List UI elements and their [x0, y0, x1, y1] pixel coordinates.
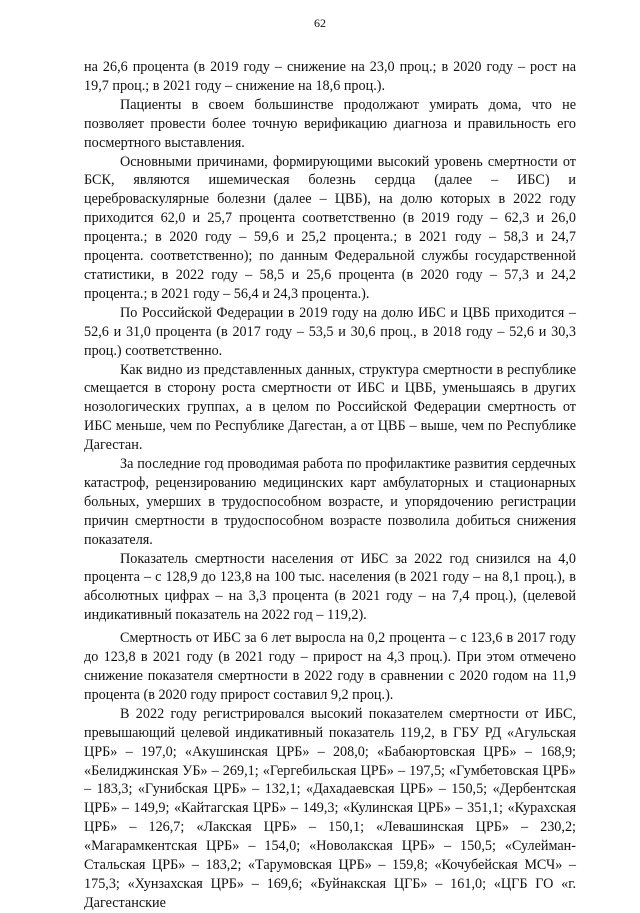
paragraph-continuation: на 26,6 процента (в 2019 году – снижение на 23,0 проц.; в 2020 году – рост на 19,7 проц.; в 2021 году – снижение на 18,6 проц.). — [84, 59, 576, 94]
paragraph-home-deaths: Пациенты в своем большинстве продолжают умирать дома, что не позволяет провести более точную верификацию диагноза и правильность его посмертного выставления. — [84, 96, 576, 151]
paragraph-russian-federation: По Российской Федерации в 2019 году на долю ИБС и ЦВБ приходится – 52,6 и 31,0 процента (в 2017 году – 53,5 и 30,6 проц., в 2018 году – 52,6 и 30,3 проц.) соответственно. — [84, 304, 576, 359]
paragraph-structure-shift: Как видно из представленных данных, структура смертности в республике смещается в сторону роста смертности от ИБС и ЦВБ, уменьшаясь в других нозологических группах, а в целом по Российской Федерации смертность от ИБС меньше, чем по Республике Дагестан, а от ЦВБ – выше, чем по Республике Дагестан. — [84, 361, 576, 454]
page-number: 62 — [314, 16, 326, 30]
paragraph-ihd-six-years: Смертность от ИБС за 6 лет выросла на 0,2 процента – с 123,6 в 2017 году до 123,8 в 2021 году (в 2021 году – прирост на 4,3 проц.). При этом отмечено снижение показателя смертности в 2022 году в сравнении с 2020 годом на 11,9 процента (в 2020 году прирост составил 9,2 проц.). — [84, 630, 576, 703]
body-text — [84, 58, 576, 913]
paragraph-hospitals-list: В 2022 году регистрировался высокий показателем смертности от ИБС, превышающий целевой индикативный показатель 119,2, в ГБУ РД «Агульская ЦРБ» – 197,0; «Акушинская ЦРБ» – 208,0; «Бабаюртовская ЦРБ» – 168,9; «Белиджинская УБ» – 269,1; «Гергебильская ЦРБ» – 197,5; «Гумбетовская ЦРБ» – 183,3; «Гунибская ЦРБ» – 132,1; «Дахадаевская ЦРБ» – 150,5; «Дербентская ЦРБ» – 149,9; «Кайтагская ЦРБ» – 149,3; «Кулинская ЦРБ» – 351,1; «Курахская ЦРБ» – 126,7; «Лакская ЦРБ» – 150,1; «Левашинская ЦРБ» – 230,2; «Магарамкентская ЦРБ» – 154,0; «Новолакская ЦРБ» – 150,5; «Сулейман-Стальская ЦРБ» – 183,2; «Тарумовская ЦРБ» – 159,8; «Кочубейская МСЧ» – 175,3; «Хунзахская ЦРБ» – 169,6; «Буйнакская ЦГБ» – 161,0; «ЦГБ ГО «г. Дагестанские — [84, 705, 576, 911]
paragraph-ihd-mortality-2022: Показатель смертности населения от ИБС за 2022 год снизился на 4,0 процента – с 128,9 до 123,8 на 100 тыс. населения (в 2021 году – на 8,1 проц.), в абсолютных цифрах – на 3,3 процента (в 2021 году – на 7,4 проц.), (целевой индикативный показатель на 2022 год – 119,2). — [84, 550, 576, 624]
paragraph-prevention-work: За последние год проводимая работа по профилактике развития сердечных катастроф, рецензированию медицинских карт амбулаторных и стационарных больных, умерших в трудоспособном возрасте, и упорядочению регистрации причин смертности в трудоспособном возрасте позволила добиться снижения показателя. — [84, 456, 576, 548]
paragraph-main-causes: Основными причинами, формирующими высокий уровень смертности от БСК, являются ишемическая болезнь сердца (далее – ИБС) и цереброваскулярные болезни (далее – ЦВБ), на долю которых в 2022 году приходится 62,0 и 25,7 процента соответственно (в 2019 году – 62,3 и 26,0 процента.; в 2020 году – 59,6 и 25,2 процента.; в 2021 году – 58,3 и 24,7 процента. соответственно); по данным Федеральной службы государственной статистики, в 2022 году – 58,5 и 25,6 процента (в 2020 году – 57,3 и 24,2 процента.; в 2021 году – 56,4 и 24,3 процента.). — [84, 153, 576, 302]
